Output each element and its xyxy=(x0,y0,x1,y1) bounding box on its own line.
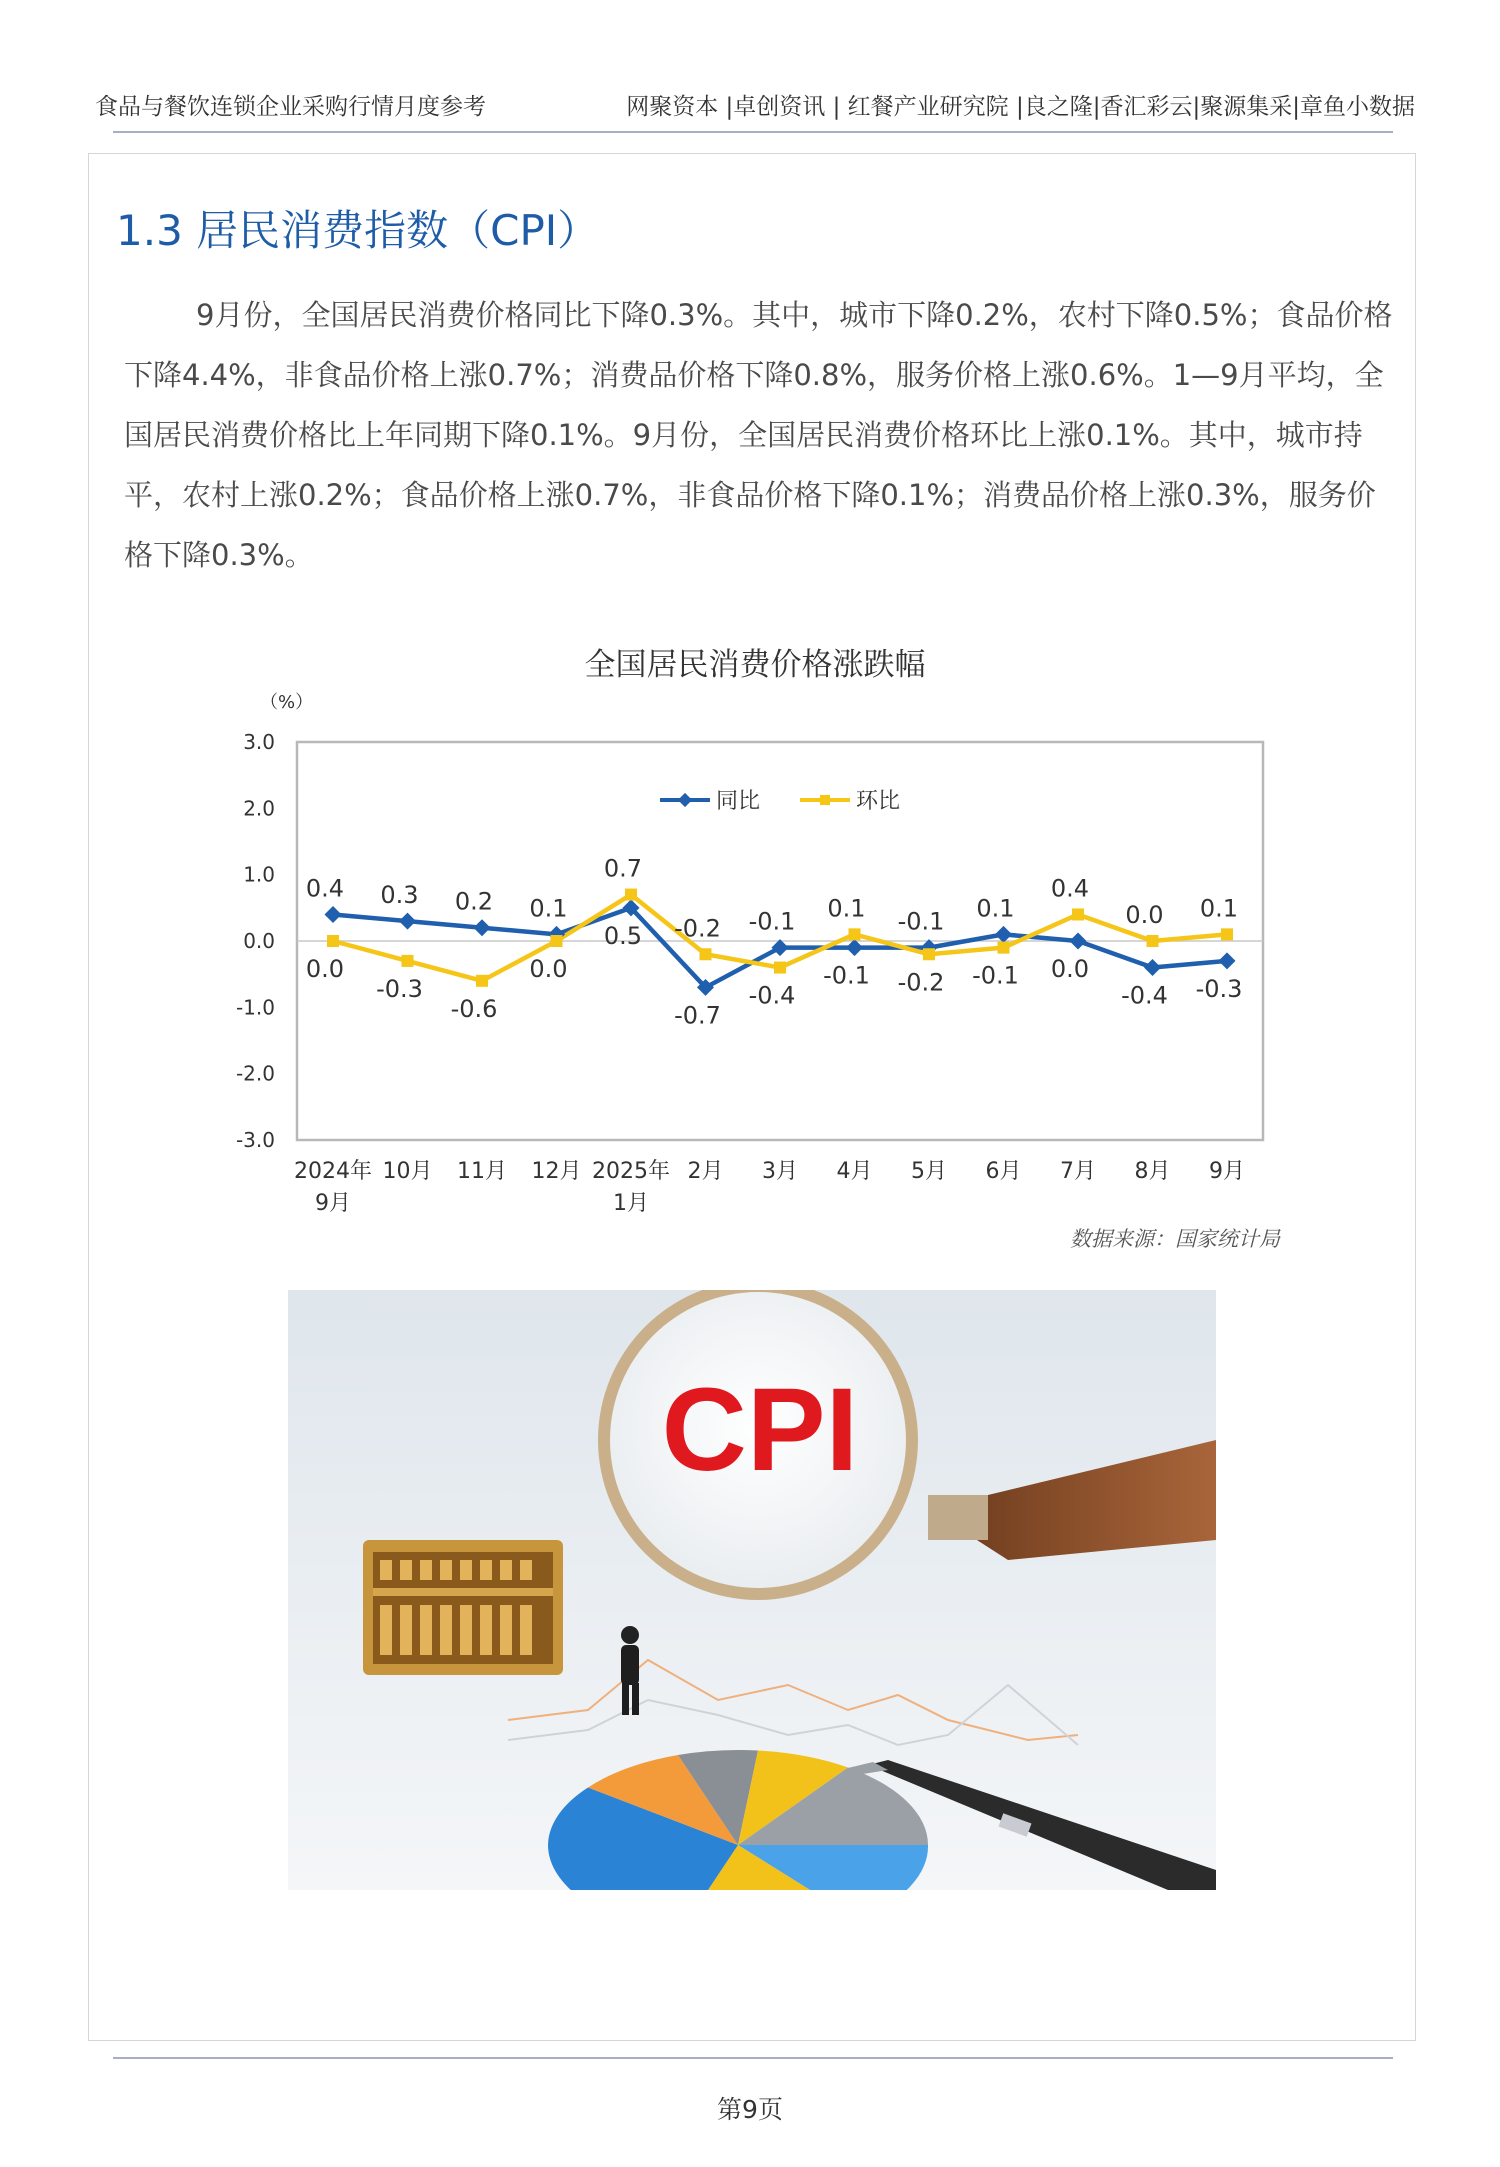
page-header xyxy=(95,84,1415,124)
data-point xyxy=(402,955,414,967)
data-label: -0.2 xyxy=(897,968,945,997)
data-point xyxy=(476,975,488,987)
data-label: 0.1 xyxy=(1199,894,1239,923)
data-label: 0.1 xyxy=(976,894,1015,923)
data-point xyxy=(998,942,1010,954)
x-tick-label: 7月 xyxy=(1060,1159,1096,1184)
y-tick-label: -3.0 xyxy=(235,1128,275,1152)
magnifier-cpi-text: CPI xyxy=(661,1364,859,1496)
data-point xyxy=(774,962,786,974)
x-tick-label: 2月 xyxy=(687,1159,724,1184)
data-point xyxy=(1070,933,1087,950)
data-label: 0.4 xyxy=(305,874,345,903)
x-tick-label: 9月 xyxy=(315,1191,351,1216)
data-point xyxy=(1147,935,1159,947)
footer-rule xyxy=(113,2057,1393,2059)
cpi-photo xyxy=(288,1290,1216,1890)
x-tick-label: 10月 xyxy=(382,1159,433,1184)
x-tick-label: 3月 xyxy=(762,1159,798,1184)
data-point xyxy=(474,919,491,936)
data-label: -0.4 xyxy=(1121,981,1168,1010)
data-point xyxy=(1221,928,1233,940)
x-tick-label: 5月 xyxy=(911,1159,947,1184)
data-point xyxy=(399,913,416,930)
cpi-photo-illustration xyxy=(288,1290,1216,1890)
chart-title: 全国居民消费价格涨跌幅 xyxy=(584,647,926,683)
data-label: 0.1 xyxy=(827,894,866,923)
cpi-chart xyxy=(220,640,1330,1240)
data-label: -0.1 xyxy=(897,907,945,936)
x-tick-label: 9月 xyxy=(1209,1159,1245,1184)
data-label: -0.1 xyxy=(823,961,870,990)
data-label: -0.1 xyxy=(972,961,1019,990)
data-point xyxy=(325,906,342,923)
section-title: 1.3 居民消费指数（CPI） xyxy=(116,206,600,255)
data-point xyxy=(625,889,637,901)
legend-marker xyxy=(820,795,830,805)
y-tick-label: 1.0 xyxy=(243,862,275,887)
data-point xyxy=(1219,952,1236,969)
data-label: -0.1 xyxy=(748,907,796,936)
source-note: 数据来源：国家统计局 xyxy=(1070,1227,1280,1251)
data-point xyxy=(700,948,712,960)
legend-marker xyxy=(678,793,692,807)
data-label: 0.1 xyxy=(529,894,568,923)
data-label: -0.4 xyxy=(748,981,796,1010)
legend-label: 同比 xyxy=(716,789,761,814)
y-tick-label: -1.0 xyxy=(235,995,275,1020)
abacus-icon xyxy=(363,1540,563,1675)
data-label: 0.0 xyxy=(1050,955,1090,983)
page-number: 第9页 xyxy=(717,2095,783,2124)
x-tick-label: 12月 xyxy=(531,1159,582,1184)
data-label: 0.3 xyxy=(380,881,419,910)
header-rule xyxy=(113,131,1393,133)
data-point xyxy=(849,928,861,940)
data-point xyxy=(1144,959,1161,976)
data-point xyxy=(327,935,339,947)
data-label: 0.2 xyxy=(454,887,494,916)
x-tick-label: 4月 xyxy=(836,1159,873,1184)
data-label: -0.2 xyxy=(674,914,721,943)
cpi-chart-svg xyxy=(220,640,1330,1240)
data-label: 0.0 xyxy=(305,955,345,983)
legend-label: 环比 xyxy=(856,789,901,814)
x-tick-label: 6月 xyxy=(985,1159,1022,1184)
y-tick-label: -2.0 xyxy=(235,1061,275,1086)
data-label: 0.4 xyxy=(1050,874,1090,903)
y-tick-label: 3.0 xyxy=(243,730,275,754)
header-right: 网聚资本 |卓创资讯 | 红餐产业研究院 |良之隆|香汇彩云|聚源集采|章鱼小数据 xyxy=(626,93,1415,120)
data-label: -0.3 xyxy=(1195,974,1243,1003)
data-label: 0.7 xyxy=(603,854,643,883)
data-label: 0.5 xyxy=(603,921,643,950)
body-paragraph: 9月份，全国居民消费价格同比下降0.3%。其中，城市下降0.2%，农村下降0.5%；食品价格下降4.4%，非食品价格上涨0.7%；消费品价格下降0.8%，服务价格上涨0.6%。1—9月平均，全国居民消费价格比上年同期下降0.1%。9月份，全国居民消费价格环比上涨0.1%。其中，城市持平，农村上涨0.2%；食品价格上涨0.7%，非食品价格下降0.1%；消费品价格上涨0.3%，服务价格下降0.3%。 xyxy=(124,298,1393,572)
data-label: -0.3 xyxy=(376,974,423,1003)
y-tick-label: 2.0 xyxy=(243,796,275,821)
chart-unit-label: （%） xyxy=(260,692,314,713)
x-tick-label: 2024年 xyxy=(294,1159,372,1184)
y-tick-label: 0.0 xyxy=(243,929,275,953)
x-tick-label: 8月 xyxy=(1134,1159,1171,1184)
data-label: -0.6 xyxy=(450,994,498,1023)
data-point xyxy=(1072,908,1084,920)
data-label: -0.7 xyxy=(674,1001,721,1030)
data-label: 0.0 xyxy=(529,955,568,983)
x-tick-label: 11月 xyxy=(457,1159,507,1184)
data-point xyxy=(551,935,563,947)
data-label: 0.0 xyxy=(1125,901,1164,929)
body-text xyxy=(124,285,1399,585)
x-tick-label: 2025年 xyxy=(592,1159,670,1184)
data-point xyxy=(923,948,935,960)
header-left: 食品与餐饮连锁企业采购行情月度参考 xyxy=(95,93,486,120)
x-tick-label: 1月 xyxy=(613,1191,649,1216)
